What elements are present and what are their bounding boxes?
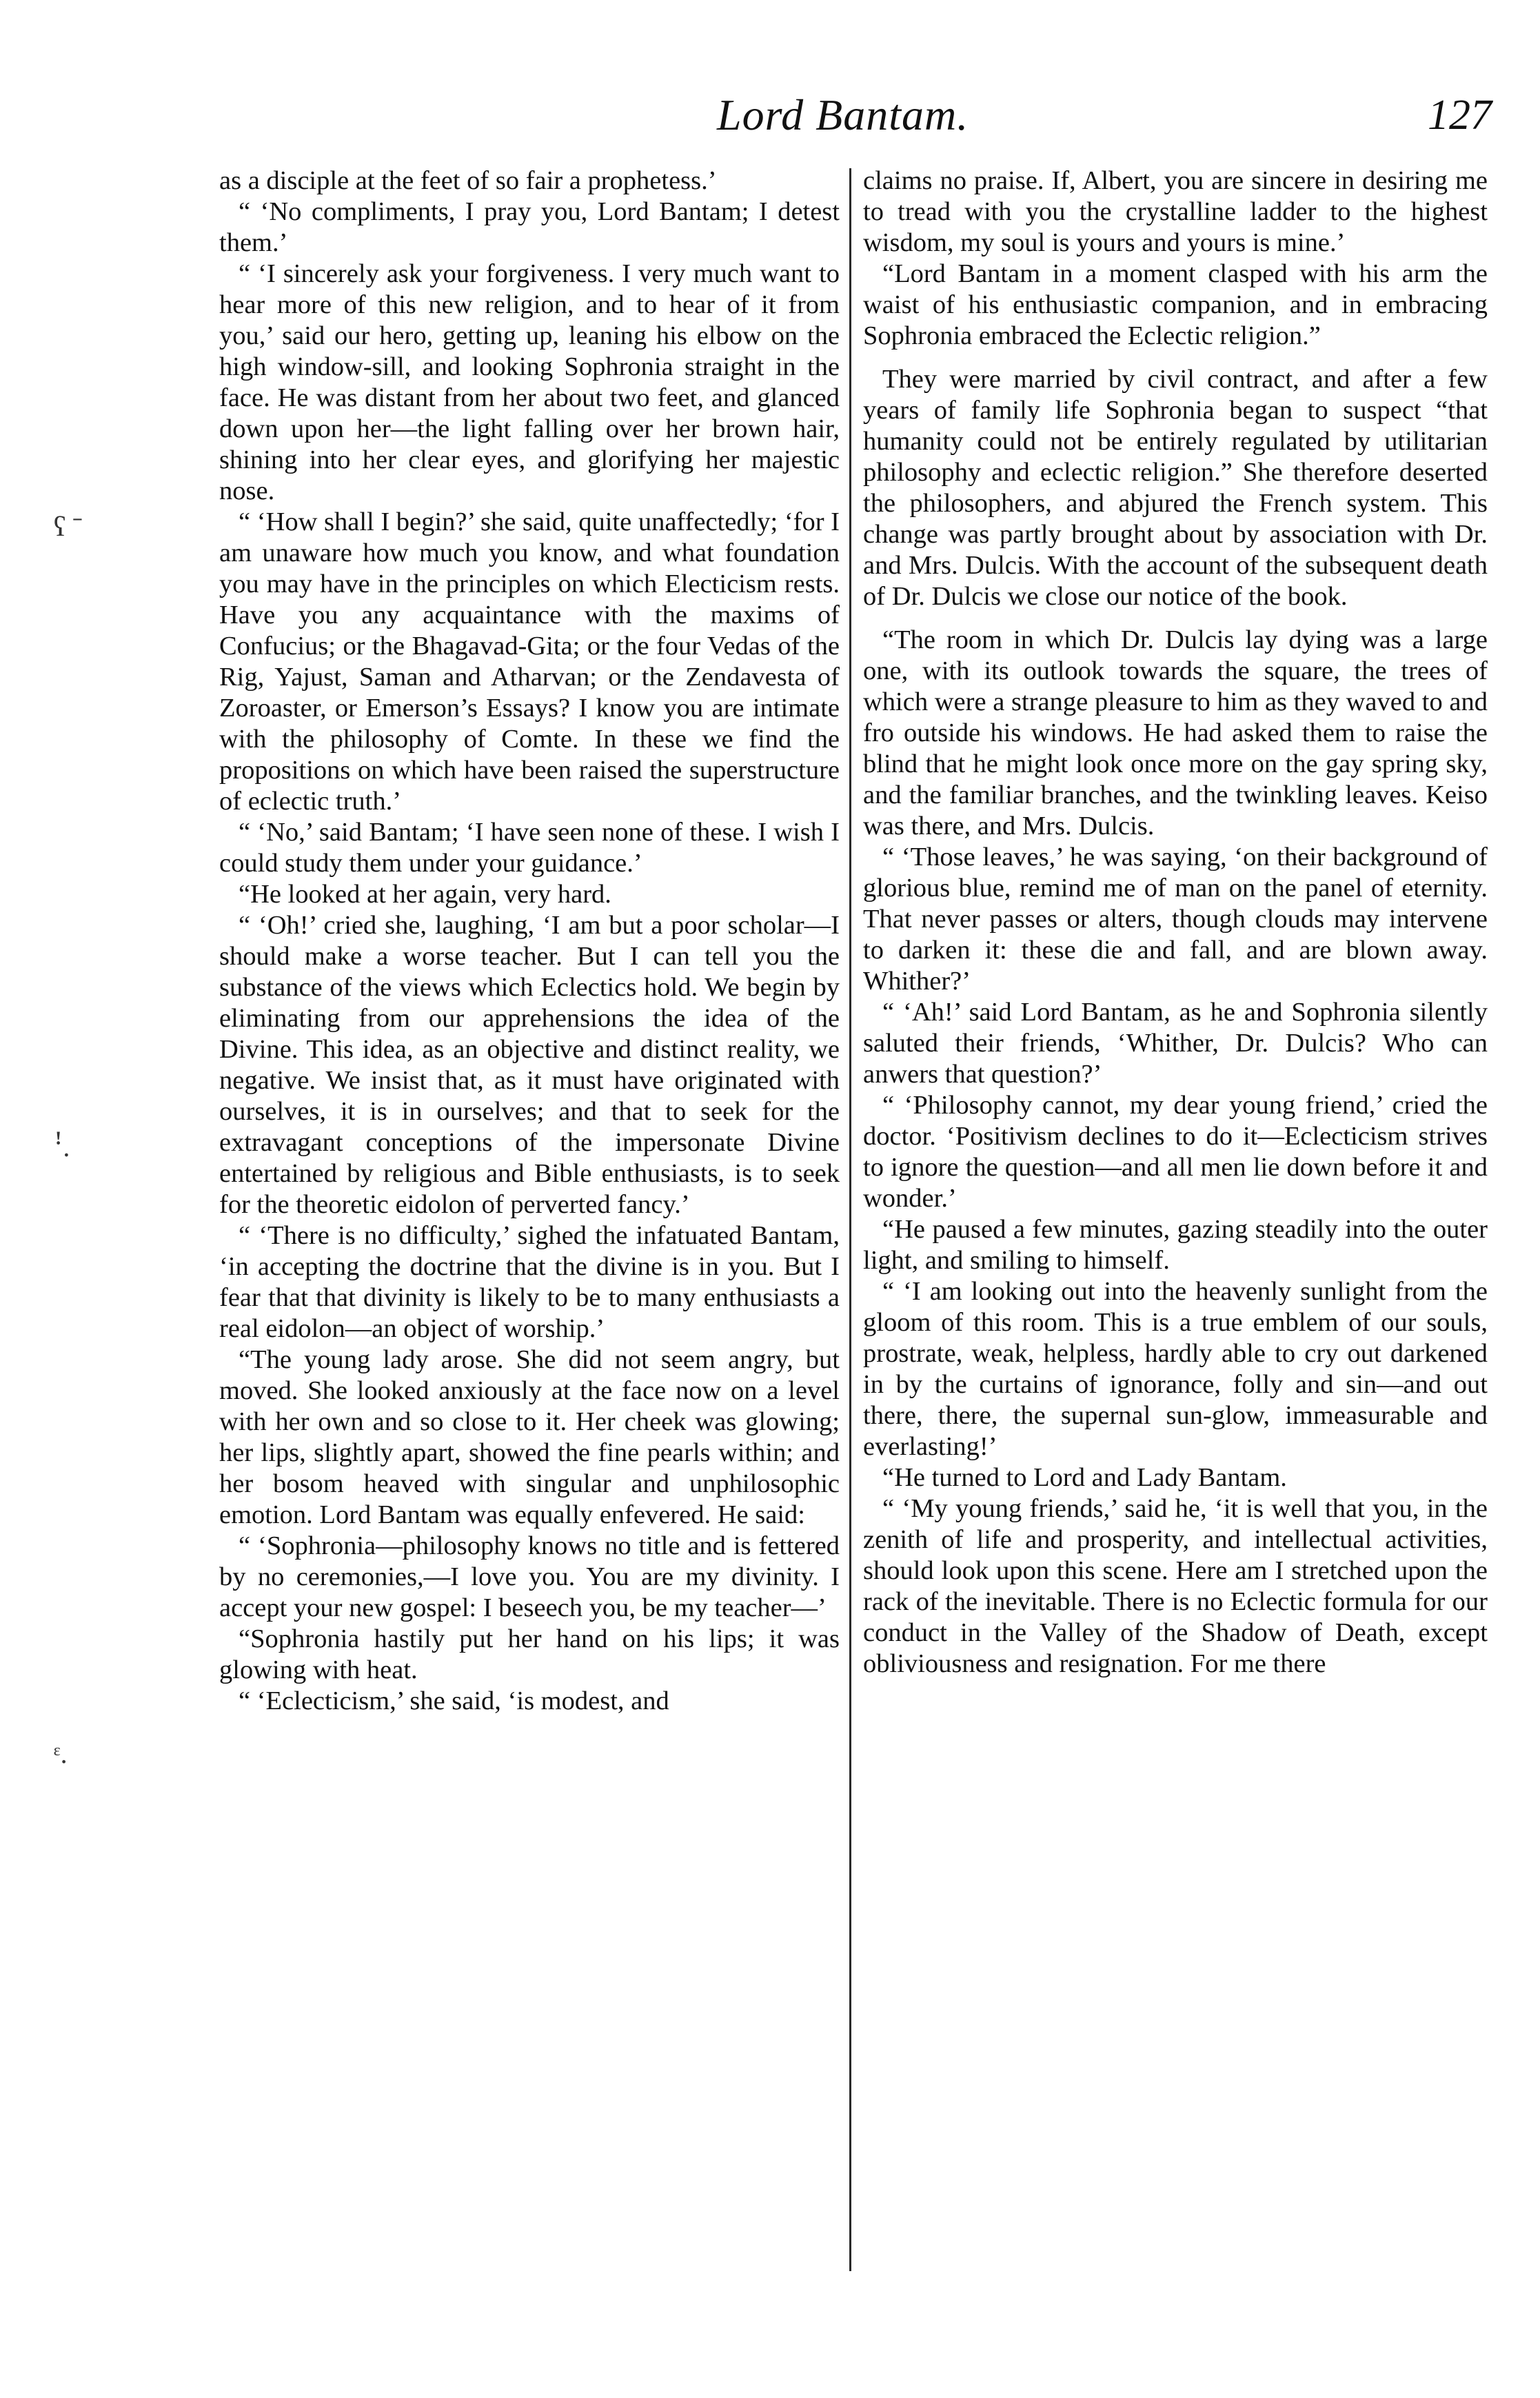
paragraph: “ ‘Sophronia—philosophy knows no title and is fettered by no ceremonies,—I love you. You are my divinity. I accept your new gospel: I beseech you, be my teacher—’ (219, 1531, 840, 1622)
paragraph: “He looked at her again, very hard. (239, 880, 611, 909)
paragraph: “ ‘My young friends,’ said he, ‘it is well that you, in the zenith of life and prosperity, and intellectual activities, should look upon this scene. Here am I stretched upon the rack of the inevitable. There is no Eclectic formula for our conduct in the Valley of the Shadow of Death, except obliviousness and resignation. For me there (863, 1494, 1488, 1678)
paragraph: “ ‘Philosophy cannot, my dear young friend,’ cried the doctor. ‘Positivism declines to do it—Eclecticism strives to ignore the question—and all men lie down before it and wonder.’ (863, 1091, 1488, 1213)
running-title: Lord Bantam. (717, 90, 969, 139)
paragraph: “ ‘Oh!’ cried she, laughing, ‘I am but a poor scholar—I should make a worse teacher. But I can tell you the substance of the views which Eclectics hold. We begin by eliminating from our apprehensions the idea of the Divine. This idea, as an objective and distinct reality, we negative. We insist that, as it must have originated with ourselves, it is in ourselves; and that to seek for the extravagant conceptions of the impersonate Divine entertained by religious and Bible enthusiasts, is to seek for the theoretic eidolon of perverted fancy.’ (219, 911, 840, 1219)
paragraph: “ ‘I sincerely ask your forgiveness. I very much want to hear more of this new religion, and to hear of it from you,’ said our hero, getting up, leaning his elbow on the high window-sill, and looking Sophronia straight in the face. He was distant from her about two feet, and glanced down upon her—the light falling over her brown hair, shining into her clear eyes, and glorifying her majestic nose. (219, 259, 840, 505)
paragraph: They were married by civil contract, and after a few years of family life Sophronia began to suspect “that humanity could not be entirely regulated by utilitarian philosophy and eclectic religion.” She therefore deserted the philosophers, and abjured the French system. This change was partly brought about by association with Dr. and Mrs. Dulcis. With the account of the subsequent death of Dr. Dulcis we close our notice of the book. (863, 365, 1488, 611)
paragraph: “Sophronia hastily put her hand on his lips; it was glowing with heat. (219, 1624, 840, 1684)
page-header (0, 83, 1540, 152)
paragraph: claims no praise. If, Albert, you are sincere in desiring me to tread with you the crystalline ladder to the highest wisdom, my soul is yours and yours is mine.’ (863, 166, 1488, 257)
margin-mark: ʕ ˉ (54, 511, 83, 542)
paragraph: “ ‘There is no difficulty,’ sighed the infatuated Bantam, ‘in accepting the doctrine that the divine is in you. But I fear that that divinity is likely to be to many enthusiasts a real eidolon—an object of worship.’ (219, 1221, 840, 1343)
page-number: 127 (1428, 92, 1492, 139)
right-column (863, 165, 1488, 1680)
margin-mark: ꜝ. (54, 1131, 70, 1162)
paragraph: “ ‘Ah!’ said Lord Bantam, as he and Sophronia silently saluted their friends, ‘Whither, Dr. Dulcis? Who can anwers that question?’ (863, 998, 1488, 1089)
paragraph: “ ‘No compliments, I pray you, Lord Bantam; I detest them.’ (219, 197, 840, 257)
paragraph: “The room in which Dr. Dulcis lay dying was a large one, with its outlook towards the square, the trees of which were a strange pleasure to him as they waved to and fro outside his windows. He had asked them to raise the blind that he might look once more on the gay spring sky, and the familiar branches, and the twinkling leaves. Keiso was there, and Mrs. Dulcis. (863, 625, 1488, 840)
left-column (219, 165, 840, 1717)
margin-mark: ᵋ. (54, 1738, 68, 1769)
paragraph: “ ‘Those leaves,’ he was saying, ‘on their background of glorious blue, remind me of man on the panel of eternity. That never passes or alters, though clouds may intervene to darken it: these die and fall, and are blown away. Whither?’ (863, 843, 1488, 996)
paragraph: “Lord Bantam in a moment clasped with his arm the waist of his enthusiastic companion, and in embracing Sophronia embraced the Eclectic religion.” (863, 259, 1488, 350)
paragraph: “ ‘How shall I begin?’ she said, quite unaffectedly; ‘for I am unaware how much you know, and what foundation you may have in the principles on which Electicism rests. Have you any acquaintance with the maxims of Confucius; or the Bhagavad-Gita; or the four Vedas of the Rig, Yajust, Saman and Atharvan; or the Zendavesta of Zoroaster, or Emerson’s Essays? I know you are intimate with the philosophy of Comte. In these we find the propositions on which have been raised the superstructure of eclectic truth.’ (219, 507, 840, 816)
paragraph: “He paused a few minutes, gazing steadily into the outer light, and smiling to himself. (863, 1215, 1488, 1275)
paragraph: “The young lady arose. She did not seem angry, but moved. She looked anxiously at the face now on a level with her own and so close to it. Her cheek was glowing; her lips, slightly apart, showed the fine pearls within; and her bosom heaved with singular and unphilosophic emotion. Lord Bantam was equally enfevered. He said: (219, 1345, 840, 1529)
paragraph: “ ‘No,’ said Bantam; ‘I have seen none of these. I wish I could study them under your guidance.’ (219, 818, 840, 878)
column-divider (849, 168, 851, 2271)
paragraph: “ ‘Eclecticism,’ she said, ‘is modest, and (239, 1686, 669, 1715)
paragraph: “He turned to Lord and Lady Bantam. (882, 1463, 1287, 1492)
paragraph: “ ‘I am looking out into the heavenly sunlight from the gloom of this room. This is a true emblem of our souls, prostrate, weak, helpless, hardly able to cry out darkened in by the curtains of ignorance, folly and sin—and out there, there, the supernal sun-glow, immeasurable and everlasting!’ (863, 1277, 1488, 1461)
paragraph: as a disciple at the feet of so fair a prophetess.’ (219, 166, 717, 195)
